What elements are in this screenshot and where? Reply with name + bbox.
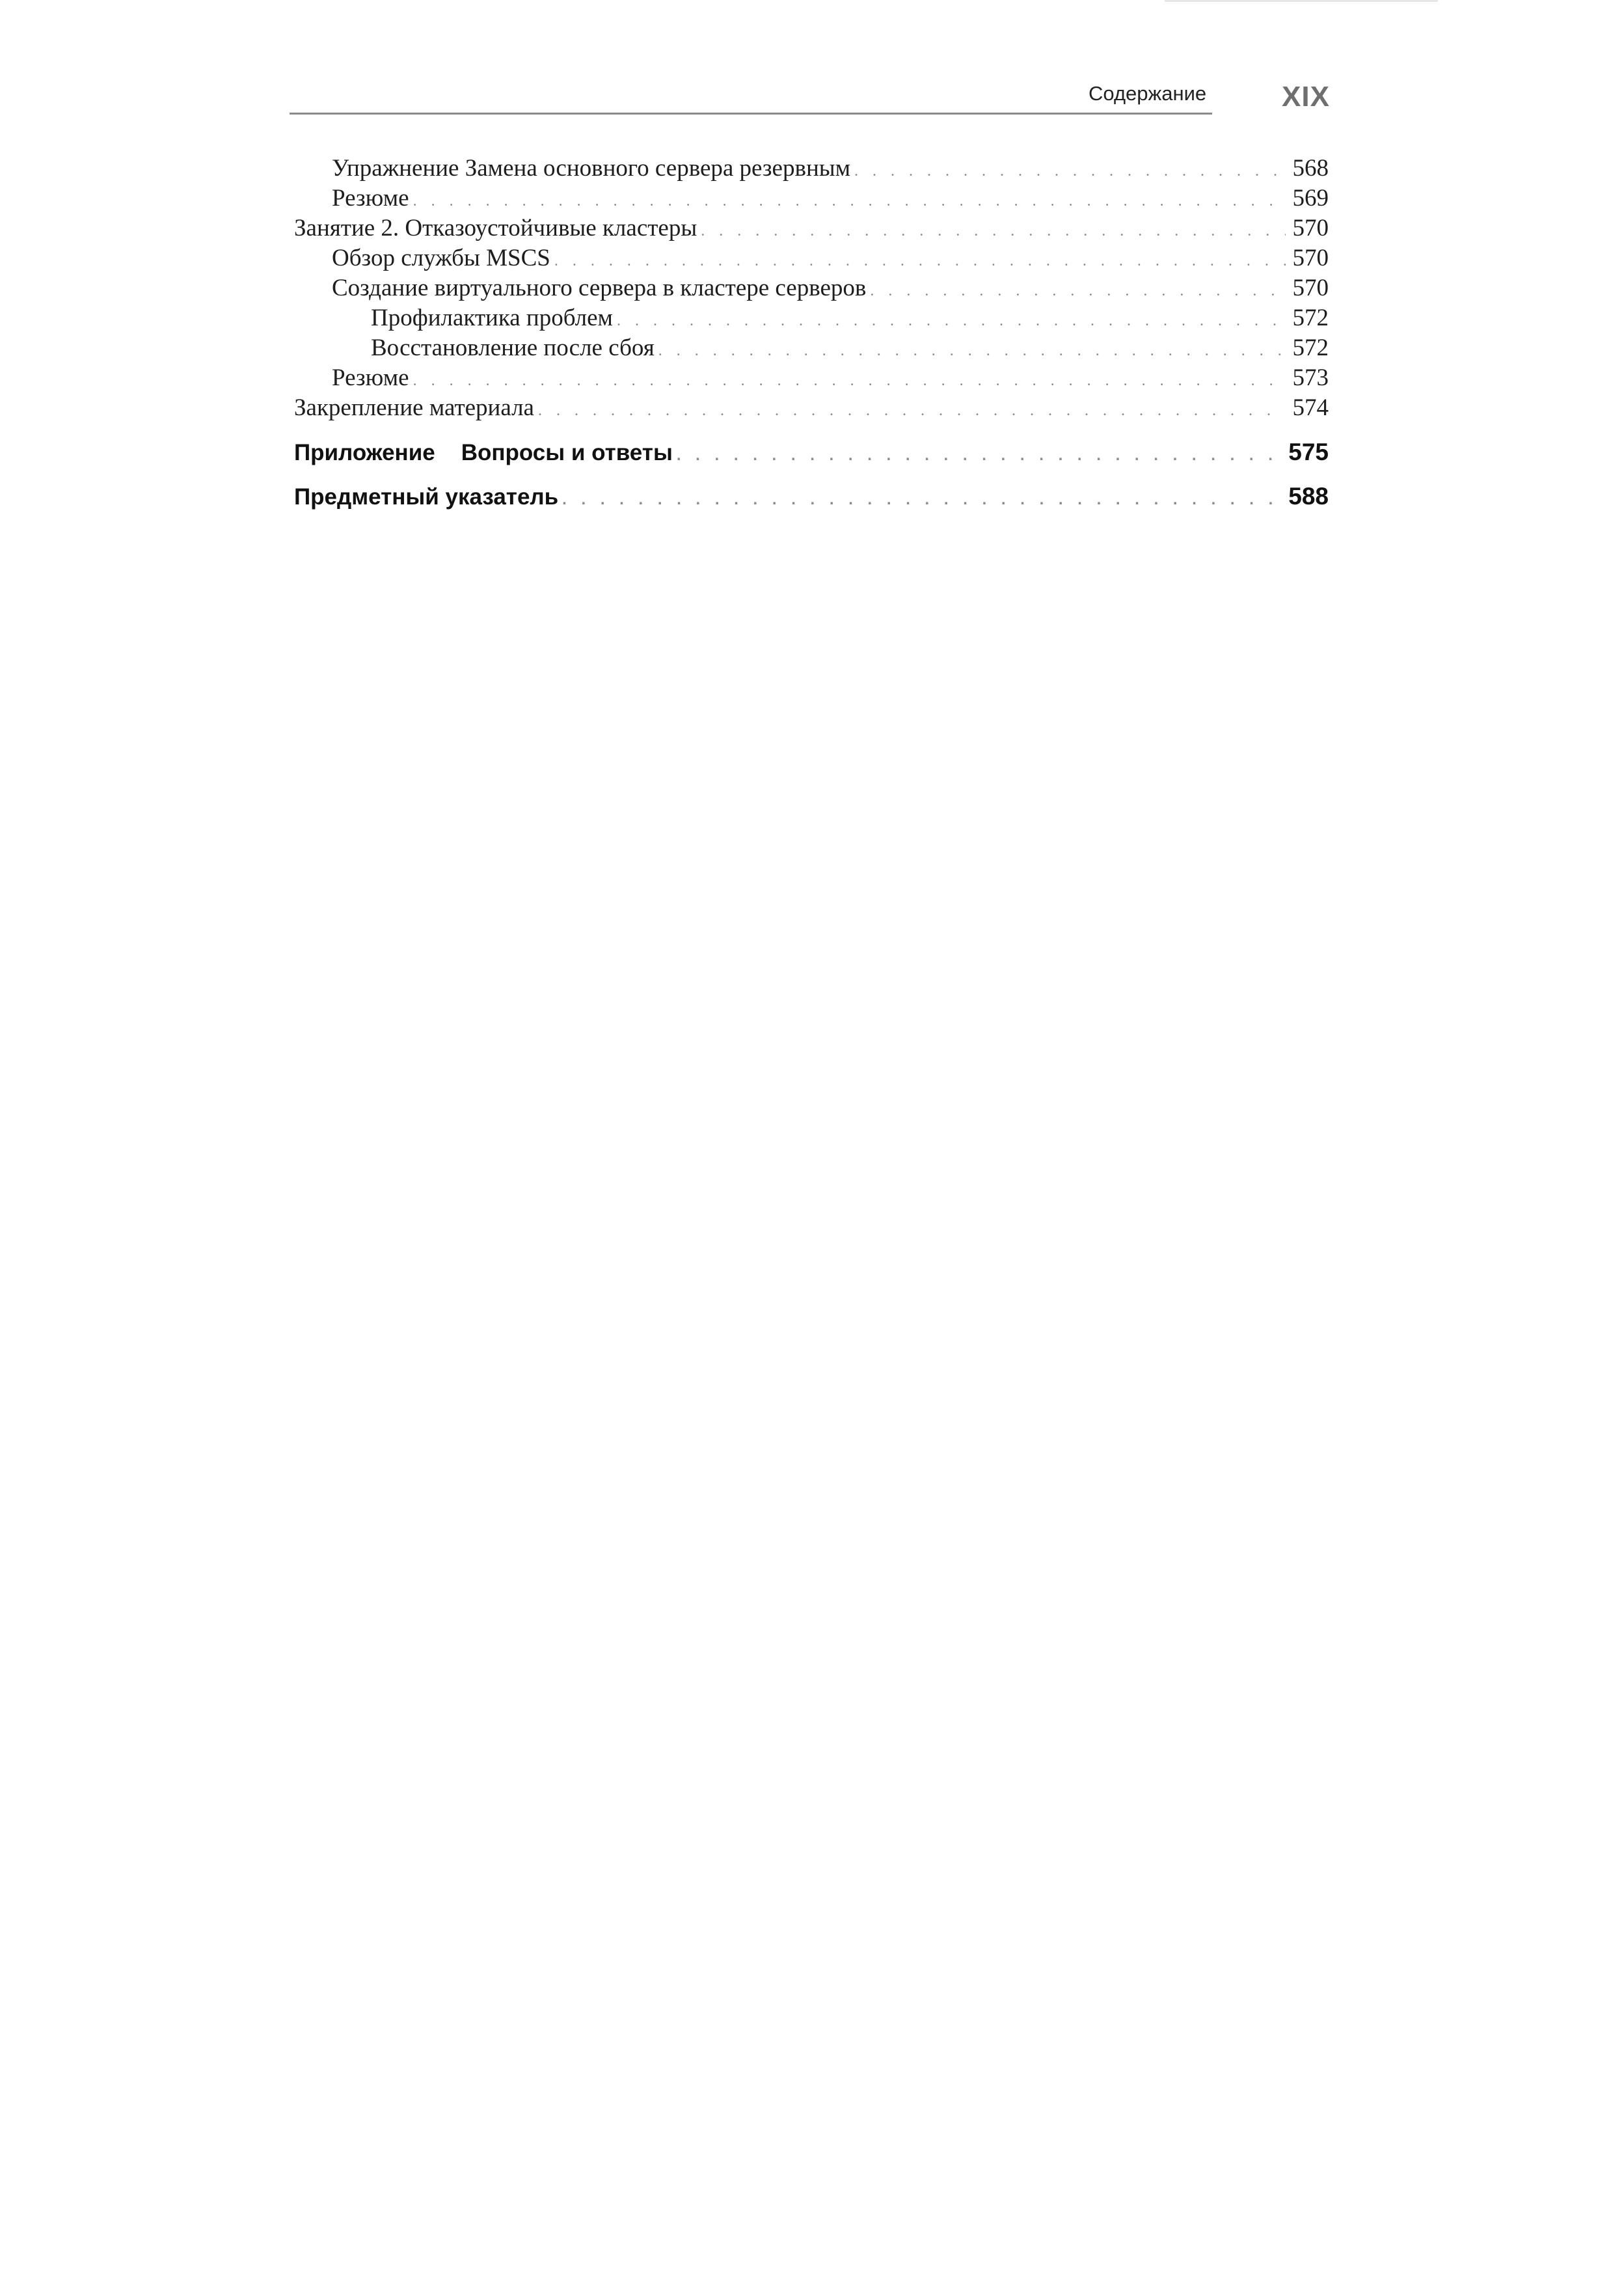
toc-entry-page: 569: [1292, 185, 1329, 212]
toc-index-title: Предметный указатель: [294, 484, 559, 510]
toc-entry-title: Резюме: [332, 364, 409, 391]
running-header-title: Содержание: [1089, 82, 1207, 105]
toc-entry[interactable]: [294, 333, 1329, 363]
toc-entry-title: Создание виртуального сервера в кластере серверов: [332, 275, 867, 301]
toc-entry[interactable]: [294, 363, 1329, 393]
toc-index-page: 588: [1288, 483, 1329, 510]
dot-leader: [677, 441, 1284, 471]
toc-entry-page: 568: [1292, 155, 1329, 182]
dot-leader: [413, 366, 1286, 396]
dot-leader: [854, 156, 1286, 186]
dot-leader: [617, 306, 1286, 336]
appendix-title: Вопросы и ответы: [461, 440, 673, 465]
toc-entry-title: Закрепление материала: [294, 394, 534, 421]
toc-entry[interactable]: [294, 184, 1329, 213]
table-of-contents: [294, 154, 1329, 512]
toc-entry[interactable]: [294, 303, 1329, 333]
dot-leader: [658, 336, 1286, 366]
toc-entry-page: 572: [1292, 335, 1329, 361]
dot-leader: [554, 246, 1286, 276]
toc-appendix-title: [294, 438, 673, 468]
toc-entry[interactable]: [294, 213, 1329, 243]
dot-leader: [538, 396, 1286, 426]
toc-entry-title: Обзор службы MSCS: [332, 245, 550, 271]
dot-leader: [562, 485, 1284, 515]
page-number: XIX: [1282, 81, 1330, 113]
toc-index-entry[interactable]: [294, 482, 1329, 512]
toc-entry-page: 570: [1292, 275, 1329, 301]
toc-entry-page: 570: [1292, 245, 1329, 271]
dot-leader: [870, 276, 1286, 306]
toc-entry-page: 574: [1292, 394, 1329, 421]
page-edge-line: [1165, 0, 1438, 2]
toc-entry[interactable]: [294, 273, 1329, 303]
toc-appendix-page: 575: [1288, 439, 1329, 465]
dot-leader: [701, 216, 1286, 246]
toc-entry-title: Резюме: [332, 185, 409, 212]
toc-entry-title: Восстановление после сбоя: [371, 335, 655, 361]
header-rule: [290, 113, 1212, 115]
toc-entry-page: 573: [1292, 364, 1329, 391]
toc-entry-title: Профилактика проблем: [371, 305, 613, 331]
appendix-label: Приложение: [294, 440, 435, 465]
toc-appendix-entry[interactable]: [294, 437, 1329, 467]
toc-entry[interactable]: [294, 154, 1329, 184]
running-header: [290, 77, 1331, 122]
toc-entry[interactable]: [294, 243, 1329, 273]
toc-entry-title: Упражнение Замена основного сервера резервным: [332, 155, 851, 182]
toc-entry-page: 570: [1292, 215, 1329, 241]
toc-entry-title: Занятие 2. Отказоустойчивые кластеры: [294, 215, 697, 241]
toc-entry-page: 572: [1292, 305, 1329, 331]
toc-entry[interactable]: [294, 393, 1329, 423]
dot-leader: [413, 186, 1286, 216]
